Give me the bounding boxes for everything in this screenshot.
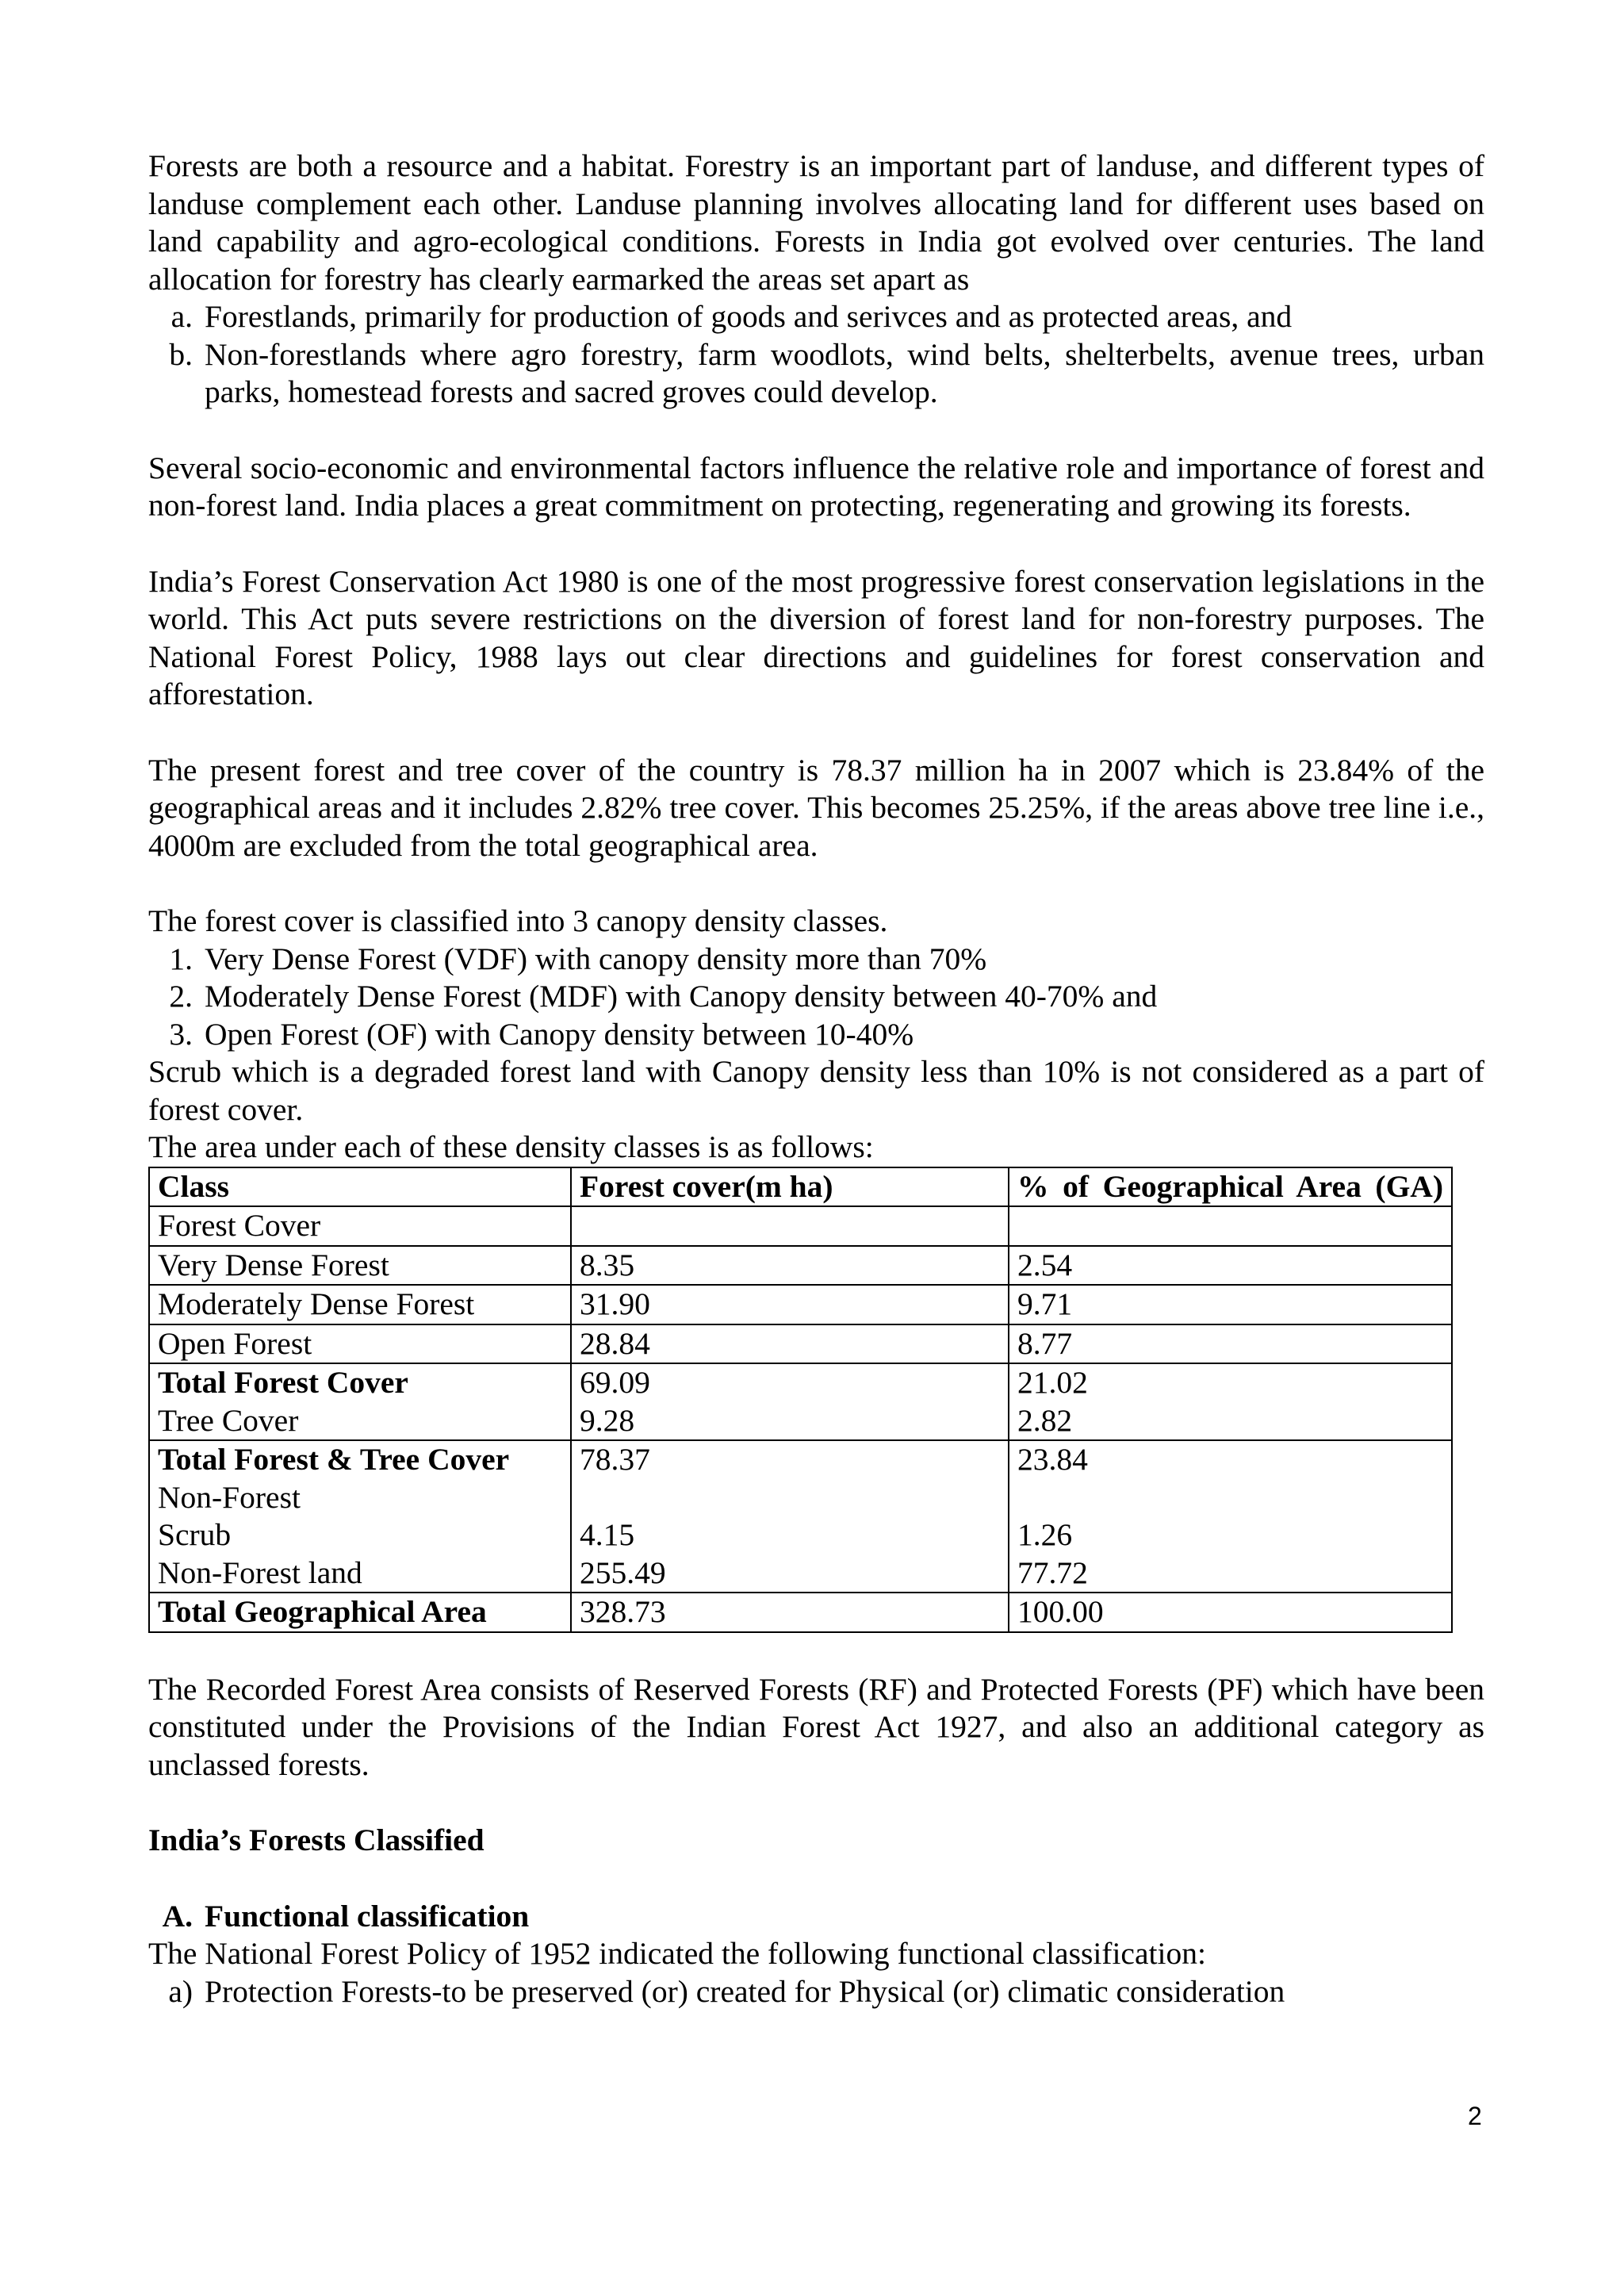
- cell-area-value: 255.49: [580, 1554, 666, 1590]
- cell-percent: [1009, 1440, 1452, 1593]
- paragraph-forests-resource: Forests are both a resource and a habitat. Forestry is an important part of landuse, and different types of landuse complement each other. Landuse planning involves allocating land for different uses based on land capability and agro-ecological conditions. Forests in India got evolved over centuries. The land allocation for forestry has clearly earmarked the areas set apart as: [148, 148, 1484, 297]
- paragraph-socio-economic: Several socio-economic and environmental factors influence the relative role and importance of forest and non-forest land. India places a great commitment on protecting, regenerating and growing its forests.: [148, 450, 1484, 523]
- cell-percent: 100.00: [1009, 1593, 1452, 1632]
- paragraph-canopy-classes: The forest cover is classified into 3 canopy density classes.: [148, 903, 888, 938]
- table-row: [149, 1363, 1452, 1440]
- table-row: [149, 1285, 1452, 1324]
- section-heading: India’s Forests Classified: [148, 1823, 485, 1857]
- list-text: Open Forest (OF) with Canopy density between 10-40%: [205, 1016, 914, 1052]
- density-class-table: [148, 1167, 1453, 1633]
- cell-area: [571, 1363, 1009, 1440]
- cell-class-sub: Non-Forest: [158, 1479, 301, 1515]
- list-item: [148, 1016, 1484, 1054]
- cell-area: [571, 1206, 1009, 1246]
- cell-percent-value: 21.02: [1017, 1365, 1088, 1400]
- cell-class-bold: Total Geographical Area: [158, 1594, 487, 1629]
- list-marker: 3.: [169, 1016, 193, 1052]
- paragraph-table-intro: The area under each of these density classes is as follows:: [148, 1129, 874, 1164]
- subsection-title: Functional classification: [205, 1898, 530, 1934]
- cell-class: Forest Cover: [149, 1206, 571, 1246]
- cell-area: 328.73: [571, 1593, 1009, 1632]
- list-text: Very Dense Forest (VDF) with canopy density more than 70%: [205, 941, 987, 976]
- list-item: [148, 336, 1484, 412]
- list-marker: a): [168, 1973, 193, 2009]
- paragraph-forest-tree-cover: The present forest and tree cover of the country is 78.37 million ha in 2007 which is 23.84% of the geographical areas and it includes 2.82% tree cover. This becomes 25.25%, if the areas above tree line i.e., 4000m are excluded from the total geographical area.: [148, 752, 1484, 863]
- cell-area: 28.84: [571, 1324, 1009, 1364]
- cell-percent-value: 1.26: [1017, 1517, 1073, 1552]
- paragraph-conservation-act: India’s Forest Conservation Act 1980 is one of the most progressive forest conservation legislations in the world. This Act puts severe restrictions on the diversion of forest land for non-forestry purposes. The National Forest Policy, 1988 lays out clear directions and guidelines for forest conservation and afforestation.: [148, 563, 1484, 711]
- cell-class-sub: Tree Cover: [158, 1402, 299, 1438]
- list-text: Forestlands, primarily for production of goods and serivces and as protected areas, and: [205, 299, 1293, 334]
- subsection-marker: A.: [162, 1898, 193, 1934]
- cell-area: 31.90: [571, 1285, 1009, 1324]
- cell-area-value: 4.15: [580, 1517, 635, 1552]
- cell-area: [571, 1440, 1009, 1593]
- cell-percent: 9.71: [1009, 1285, 1452, 1324]
- list-marker: b.: [169, 336, 193, 372]
- cell-area: 8.35: [571, 1246, 1009, 1286]
- list-marker: 1.: [169, 941, 193, 976]
- header-geographical-area: % of Geographical Area (GA): [1009, 1167, 1452, 1207]
- cell-area-value: 9.28: [580, 1402, 635, 1438]
- cell-class: [149, 1593, 571, 1632]
- header-class: Class: [149, 1167, 571, 1207]
- list-text: Protection Forests-to be preserved (or) created for Physical (or) climatic consideration: [205, 1973, 1285, 2009]
- list-text: Non-forestlands where agro forestry, farm woodlots, wind belts, shelterbelts, avenue trees, urban parks, homestead forests and sacred groves could develop.: [205, 336, 1484, 409]
- cell-class-bold: Total Forest & Tree Cover: [158, 1442, 510, 1477]
- table-row: [149, 1206, 1452, 1246]
- list-marker: 2.: [169, 979, 193, 1014]
- list-item: [148, 978, 1484, 1016]
- cell-class-sub: Non-Forest land: [158, 1554, 362, 1590]
- cell-area-value: 78.37: [580, 1442, 650, 1477]
- cell-percent: [1009, 1363, 1452, 1440]
- cell-percent: 8.77: [1009, 1324, 1452, 1364]
- paragraph-recorded-forest: The Recorded Forest Area consists of Reserved Forests (RF) and Protected Forests (PF) which have been constituted under the Provisions of the Indian Forest Act 1927, and also an additional category as unclassed forests.: [148, 1671, 1484, 1782]
- cell-class: Moderately Dense Forest: [149, 1285, 571, 1324]
- table-row: [149, 1440, 1452, 1593]
- cell-percent: [1009, 1206, 1452, 1246]
- cell-percent-value: 77.72: [1017, 1554, 1088, 1590]
- cell-class: [149, 1440, 571, 1593]
- cell-class: [149, 1363, 571, 1440]
- cell-area-value: 69.09: [580, 1365, 650, 1400]
- cell-class-bold: Total Forest Cover: [158, 1365, 408, 1400]
- list-item: [148, 298, 1484, 336]
- cell-class-sub: Scrub: [158, 1517, 232, 1552]
- list-item: [148, 1973, 1484, 2011]
- cell-percent: 2.54: [1009, 1246, 1452, 1286]
- header-forest-cover: Forest cover(m ha): [571, 1167, 1009, 1207]
- table-row: [149, 1324, 1452, 1364]
- paragraph-policy-1952: The National Forest Policy of 1952 indicated the following functional classification:: [148, 1936, 1206, 1971]
- subsection-heading: [148, 1898, 1484, 1936]
- cell-percent-value: 2.82: [1017, 1402, 1073, 1438]
- list-item: [148, 941, 1484, 979]
- cell-class: Very Dense Forest: [149, 1246, 571, 1286]
- list-text: Moderately Dense Forest (MDF) with Canopy density between 40-70% and: [205, 979, 1158, 1014]
- paragraph-scrub: Scrub which is a degraded forest land with Canopy density less than 10% is not considered as a part of forest cover.: [148, 1054, 1484, 1127]
- page-number: 2: [1468, 2102, 1482, 2130]
- table-row: [149, 1593, 1452, 1632]
- list-marker: a.: [170, 299, 193, 334]
- cell-percent-value: 23.84: [1017, 1442, 1088, 1477]
- table-header-row: [149, 1167, 1452, 1207]
- cell-class: Open Forest: [149, 1324, 571, 1364]
- table-row: [149, 1246, 1452, 1286]
- page-content: [148, 148, 1484, 2010]
